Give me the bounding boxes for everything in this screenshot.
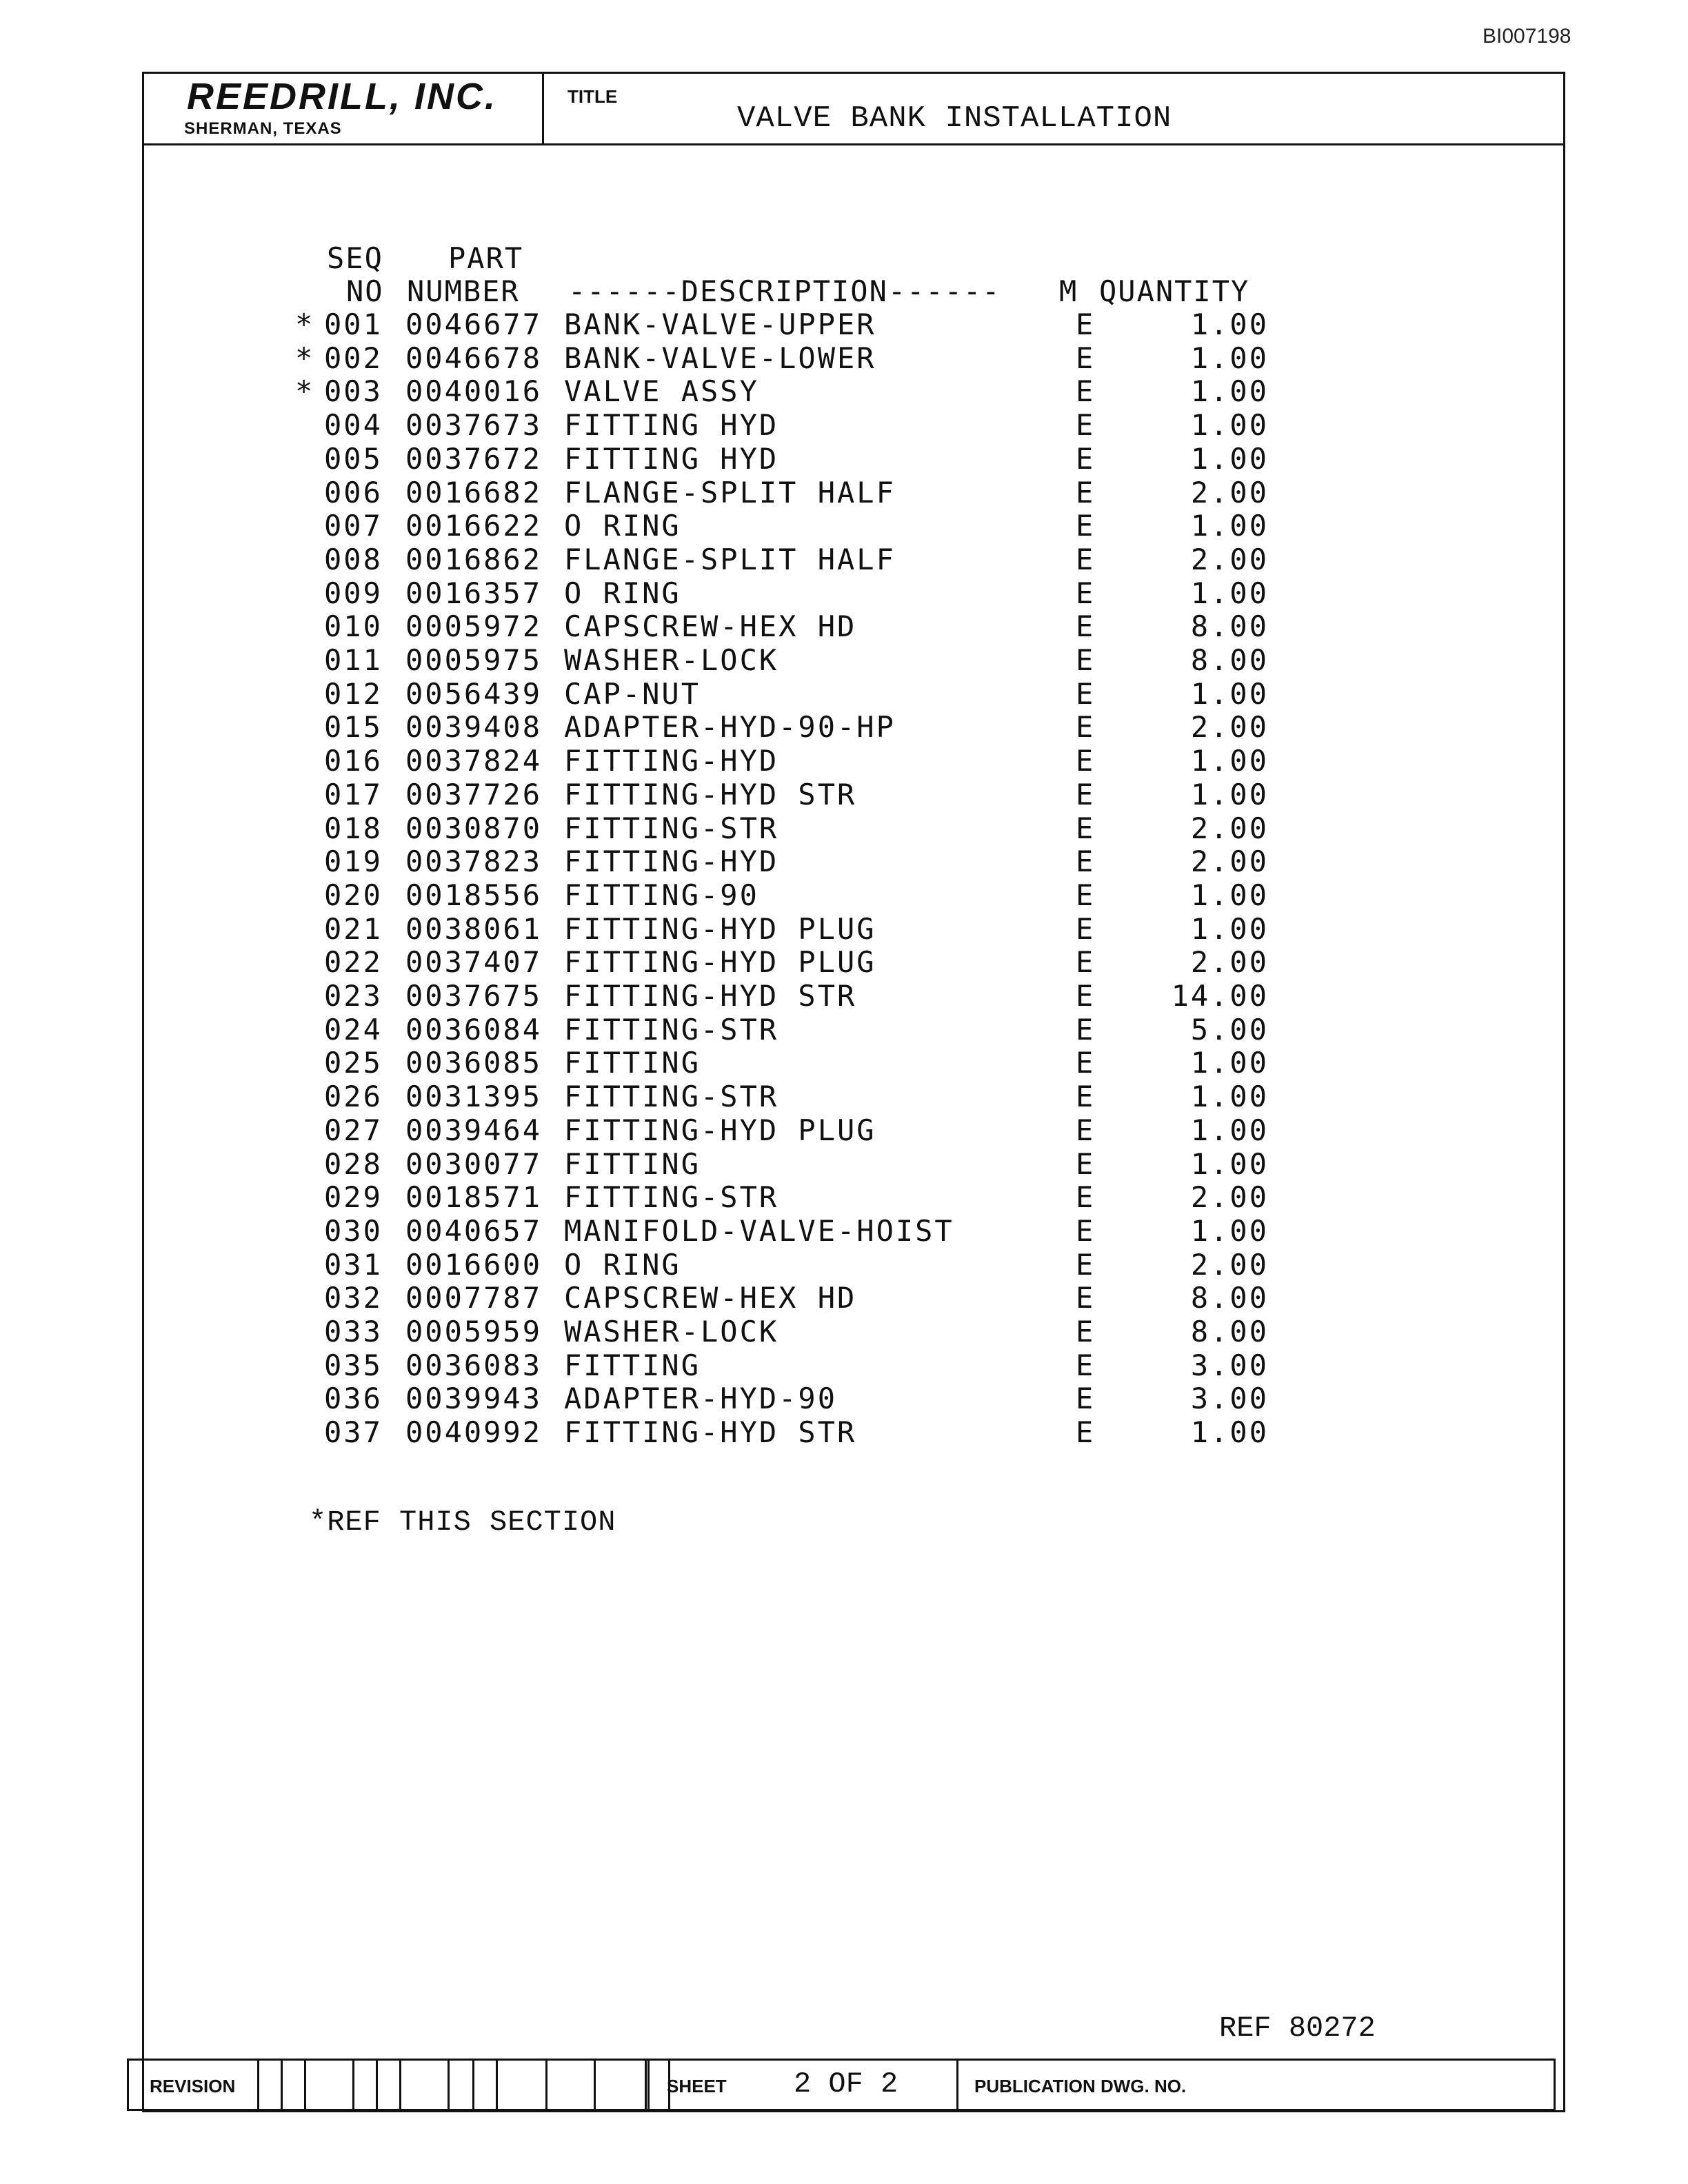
unit-code: E — [1076, 307, 1096, 341]
seq-number: 004 — [324, 408, 383, 443]
unit-code: E — [1076, 811, 1096, 845]
unit-code: E — [1076, 1012, 1096, 1046]
document-title: VALVE BANK INSTALLATION — [737, 101, 1172, 136]
part-description: FITTING HYD — [564, 408, 779, 443]
seq-number: 007 — [324, 509, 383, 543]
seq-number: 003 — [324, 374, 383, 409]
sheet-label: SHEET — [667, 2076, 727, 2096]
part-description: FITTING-HYD — [564, 845, 779, 879]
part-number: 0005972 — [405, 609, 543, 644]
part-number: 0018571 — [405, 1180, 543, 1215]
company-location: SHERMAN, TEXAS — [184, 119, 342, 138]
quantity: 1.00 — [1190, 307, 1269, 341]
part-number: 0037407 — [405, 945, 543, 980]
revision-cell — [281, 2061, 304, 2109]
part-number: 0016600 — [405, 1247, 543, 1282]
quantity: 8.00 — [1190, 609, 1269, 644]
seq-number: 036 — [324, 1382, 383, 1416]
header-description: ------DESCRIPTION------ — [568, 274, 1001, 308]
seq-number: 027 — [324, 1113, 383, 1147]
part-number: 0036085 — [405, 1046, 543, 1080]
unit-code: E — [1076, 777, 1096, 811]
seq-number: 022 — [324, 945, 383, 980]
part-number: 0038061 — [405, 911, 543, 946]
seq-number: 001 — [324, 307, 383, 341]
unit-code: E — [1076, 1180, 1096, 1215]
quantity: 1.00 — [1190, 676, 1269, 711]
part-number: 0056439 — [405, 676, 543, 711]
part-description: CAPSCREW-HEX HD — [564, 609, 857, 644]
part-description: CAPSCREW-HEX HD — [564, 1281, 857, 1315]
part-number: 0040992 — [405, 1415, 543, 1450]
part-number: 0037726 — [405, 777, 543, 811]
part-description: FITTING — [564, 1348, 701, 1382]
seq-number: 037 — [324, 1415, 383, 1450]
part-number: 0040016 — [405, 374, 543, 409]
unit-code: E — [1076, 1415, 1096, 1450]
seq-number: 008 — [324, 542, 383, 576]
seq-number: 031 — [324, 1247, 383, 1282]
part-description: O RING — [564, 509, 681, 543]
part-description: VALVE ASSY — [564, 374, 759, 409]
part-number: 0039943 — [405, 1382, 543, 1416]
quantity: 1.00 — [1190, 341, 1269, 375]
quantity: 1.00 — [1190, 1415, 1269, 1450]
part-description: ADAPTER-HYD-90-HP — [564, 710, 896, 745]
revision-cell — [472, 2061, 496, 2109]
part-description: MANIFOLD-VALVE-HOIST — [564, 1213, 954, 1248]
part-description: BANK-VALVE-UPPER — [564, 307, 876, 341]
seq-number: 023 — [324, 979, 383, 1013]
document-id: BI007198 — [1483, 25, 1571, 48]
quantity: 2.00 — [1190, 945, 1269, 980]
quantity: 1.00 — [1190, 374, 1269, 409]
seq-number: 006 — [324, 475, 383, 509]
seq-number: 033 — [324, 1315, 383, 1348]
quantity: 2.00 — [1190, 475, 1269, 509]
part-number: 0039464 — [405, 1113, 543, 1147]
unit-code: E — [1076, 945, 1096, 980]
quantity: 2.00 — [1190, 710, 1269, 745]
quantity: 8.00 — [1190, 1315, 1269, 1348]
seq-number: 021 — [324, 911, 383, 946]
part-description: O RING — [564, 1247, 681, 1282]
unit-code: E — [1076, 542, 1096, 576]
sheet-number: 2 OF 2 — [794, 2067, 898, 2101]
part-description: FITTING-HYD PLUG — [564, 1113, 876, 1147]
quantity: 1.00 — [1190, 408, 1269, 443]
part-description: FITTING-HYD STR — [564, 1415, 857, 1450]
unit-code: E — [1076, 441, 1096, 476]
part-description: FLANGE-SPLIT HALF — [564, 475, 896, 509]
seq-number: 025 — [324, 1046, 383, 1080]
part-description: FITTING-90 — [564, 878, 759, 912]
revision-cell — [257, 2061, 281, 2109]
seq-number: 002 — [324, 341, 383, 375]
part-description: WASHER-LOCK — [564, 1315, 779, 1348]
header-no: NO — [346, 274, 384, 308]
reference-number: REF 80272 — [1219, 2012, 1376, 2045]
unit-code: E — [1076, 845, 1096, 879]
unit-code: E — [1076, 475, 1096, 509]
title-label: TITLE — [567, 86, 618, 107]
revision-cell — [304, 2061, 328, 2109]
footnote: *REF THIS SECTION — [309, 1506, 616, 1539]
part-description: FITTING-STR — [564, 1080, 779, 1114]
revision-cell — [594, 2061, 617, 2109]
revision-cell — [448, 2061, 471, 2109]
ref-marker: * — [295, 307, 315, 341]
unit-code: E — [1076, 509, 1096, 543]
header-part: PART — [448, 241, 524, 275]
quantity: 2.00 — [1190, 1180, 1269, 1215]
unit-code: E — [1076, 341, 1096, 375]
part-number: 0007787 — [405, 1281, 543, 1315]
unit-code: E — [1076, 1213, 1096, 1248]
unit-code: E — [1076, 408, 1096, 443]
part-number: 0036084 — [405, 1012, 543, 1046]
quantity: 1.00 — [1190, 878, 1269, 912]
unit-code: E — [1076, 1281, 1096, 1315]
company-name: REEDRILL, INC. — [187, 76, 498, 117]
quantity: 1.00 — [1190, 1213, 1269, 1248]
part-description: FITTING-HYD STR — [564, 777, 857, 811]
unit-code: E — [1076, 1382, 1096, 1416]
part-number: 0030870 — [405, 811, 543, 845]
part-number: 0039408 — [405, 710, 543, 745]
part-number: 0005975 — [405, 643, 543, 677]
divider — [956, 2061, 958, 2109]
part-description: FITTING-HYD PLUG — [564, 945, 876, 980]
part-number: 0040657 — [405, 1213, 543, 1248]
quantity: 1.00 — [1190, 441, 1269, 476]
part-number: 0016622 — [405, 509, 543, 543]
quantity: 1.00 — [1190, 509, 1269, 543]
seq-number: 018 — [324, 811, 383, 845]
part-description: FLANGE-SPLIT HALF — [564, 542, 896, 576]
unit-code: E — [1076, 1247, 1096, 1282]
part-number: 0037672 — [405, 441, 543, 476]
seq-number: 024 — [324, 1012, 383, 1046]
part-description: FITTING-STR — [564, 1012, 779, 1046]
unit-code: E — [1076, 1146, 1096, 1181]
part-number: 0037675 — [405, 979, 543, 1013]
unit-code: E — [1076, 744, 1096, 778]
seq-number: 032 — [324, 1281, 383, 1315]
unit-code: E — [1076, 1113, 1096, 1147]
part-description: WASHER-LOCK — [564, 643, 779, 677]
part-description: FITTING HYD — [564, 441, 779, 476]
publication-label: PUBLICATION DWG. NO. — [974, 2076, 1187, 2096]
unit-code: E — [1076, 576, 1096, 610]
seq-number: 029 — [324, 1180, 383, 1215]
header-quantity: QUANTITY — [1099, 274, 1250, 308]
unit-code: E — [1076, 911, 1096, 946]
bottom-title-block — [127, 2059, 1556, 2111]
seq-number: 030 — [324, 1213, 383, 1248]
revision-cell — [376, 2061, 399, 2109]
quantity: 3.00 — [1190, 1382, 1269, 1416]
part-description: FITTING — [564, 1046, 701, 1080]
part-description: O RING — [564, 576, 681, 610]
seq-number: 015 — [324, 710, 383, 745]
quantity: 1.00 — [1190, 1046, 1269, 1080]
quantity: 3.00 — [1190, 1348, 1269, 1382]
seq-number: 020 — [324, 878, 383, 912]
unit-code: E — [1076, 1046, 1096, 1080]
part-description: ADAPTER-HYD-90 — [564, 1382, 838, 1416]
part-number: 0037824 — [405, 744, 543, 778]
divider — [647, 2061, 650, 2109]
title-block — [144, 74, 1563, 145]
seq-number: 010 — [324, 609, 383, 644]
unit-code: E — [1076, 1080, 1096, 1114]
seq-number: 028 — [324, 1146, 383, 1181]
header-m: M — [1059, 274, 1078, 308]
quantity: 1.00 — [1190, 744, 1269, 778]
seq-number: 017 — [324, 777, 383, 811]
seq-number: 026 — [324, 1080, 383, 1114]
quantity: 14.00 — [1171, 979, 1269, 1013]
part-number: 0016357 — [405, 576, 543, 610]
part-number: 0031395 — [405, 1080, 543, 1114]
quantity: 1.00 — [1190, 1146, 1269, 1181]
quantity: 1.00 — [1190, 1080, 1269, 1114]
quantity: 2.00 — [1190, 845, 1269, 879]
part-description: FITTING — [564, 1146, 701, 1181]
part-number: 0046678 — [405, 341, 543, 375]
quantity: 2.00 — [1190, 542, 1269, 576]
quantity: 1.00 — [1190, 911, 1269, 946]
unit-code: E — [1076, 609, 1096, 644]
part-number: 0016682 — [405, 475, 543, 509]
unit-code: E — [1076, 676, 1096, 711]
unit-code: E — [1076, 979, 1096, 1013]
part-number: 0046677 — [405, 307, 543, 341]
company-cell — [144, 74, 544, 143]
unit-code: E — [1076, 878, 1096, 912]
part-description: BANK-VALVE-LOWER — [564, 341, 876, 375]
quantity: 2.00 — [1190, 811, 1269, 845]
quantity: 5.00 — [1190, 1012, 1269, 1046]
part-number: 0016862 — [405, 542, 543, 576]
header-number: NUMBER — [407, 274, 520, 308]
ref-marker: * — [295, 374, 315, 409]
part-number: 0005959 — [405, 1315, 543, 1348]
part-number: 0030077 — [405, 1146, 543, 1181]
quantity: 8.00 — [1190, 1281, 1269, 1315]
part-description: FITTING-STR — [564, 1180, 779, 1215]
seq-number: 019 — [324, 845, 383, 879]
part-description: CAP-NUT — [564, 676, 701, 711]
part-number: 0036083 — [405, 1348, 543, 1382]
part-number: 0037823 — [405, 845, 543, 879]
quantity: 1.00 — [1190, 1113, 1269, 1147]
header-seq: SEQ — [327, 241, 383, 275]
seq-number: 005 — [324, 441, 383, 476]
seq-number: 009 — [324, 576, 383, 610]
part-description: FITTING-HYD STR — [564, 979, 857, 1013]
revision-cell — [399, 2061, 423, 2109]
part-description: FITTING-HYD — [564, 744, 779, 778]
revision-cell — [352, 2061, 376, 2109]
seq-number: 011 — [324, 643, 383, 677]
quantity: 2.00 — [1190, 1247, 1269, 1282]
unit-code: E — [1076, 1348, 1096, 1382]
unit-code: E — [1076, 643, 1096, 677]
quantity: 1.00 — [1190, 576, 1269, 610]
revision-label: REVISION — [150, 2076, 236, 2096]
revision-cell — [496, 2061, 519, 2109]
quantity: 8.00 — [1190, 643, 1269, 677]
unit-code: E — [1076, 1315, 1096, 1348]
ref-marker: * — [295, 341, 315, 375]
part-description: FITTING-STR — [564, 811, 779, 845]
seq-number: 016 — [324, 744, 383, 778]
quantity: 1.00 — [1190, 777, 1269, 811]
seq-number: 012 — [324, 676, 383, 711]
part-description: FITTING-HYD PLUG — [564, 911, 876, 946]
part-number: 0037673 — [405, 408, 543, 443]
part-number: 0018556 — [405, 878, 543, 912]
seq-number: 035 — [324, 1348, 383, 1382]
revision-cell — [545, 2061, 569, 2109]
unit-code: E — [1076, 374, 1096, 409]
unit-code: E — [1076, 710, 1096, 745]
